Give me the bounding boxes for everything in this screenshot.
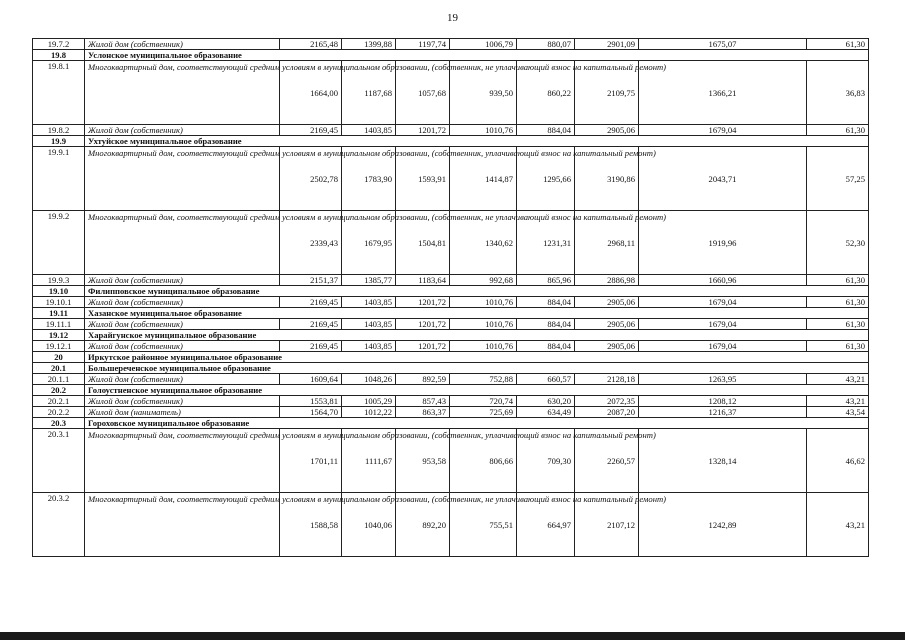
value-cell: 61,30 <box>807 125 869 136</box>
value-cell: 2905,06 <box>575 341 639 352</box>
table-row <box>33 297 869 308</box>
value-cell: 1609,64 <box>280 374 342 385</box>
value-cell: 1242,89 <box>639 493 807 557</box>
value-cell: 1679,04 <box>639 319 807 330</box>
value-cell: 860,22 <box>517 61 575 125</box>
value-cell: 1679,04 <box>639 297 807 308</box>
value-cell: 52,30 <box>807 211 869 275</box>
section-code: 20.1 <box>33 363 85 374</box>
row-description: Жилой дом (наниматель) <box>85 407 280 418</box>
table-row <box>33 493 869 557</box>
value-cell: 2107,12 <box>575 493 639 557</box>
value-cell: 1216,37 <box>639 407 807 418</box>
value-cell: 1403,85 <box>342 319 396 330</box>
row-description: Многоквартирный дом, соответствующий средним условиям в муниципальном образовании, (собственник, не уплачивающий взнос на капитальный ремонт) <box>85 61 280 125</box>
value-cell: 1231,31 <box>517 211 575 275</box>
row-description: Жилой дом (собственник) <box>85 341 280 352</box>
row-code: 20.2.2 <box>33 407 85 418</box>
value-cell: 755,51 <box>450 493 517 557</box>
value-cell: 1504,81 <box>396 211 450 275</box>
value-cell: 1366,21 <box>639 61 807 125</box>
table-body <box>33 39 869 557</box>
value-cell: 2109,75 <box>575 61 639 125</box>
value-cell: 1006,79 <box>450 39 517 50</box>
section-row <box>33 286 869 297</box>
table-row <box>33 429 869 493</box>
section-row <box>33 136 869 147</box>
table-row <box>33 147 869 211</box>
value-cell: 2905,06 <box>575 319 639 330</box>
value-cell: 709,30 <box>517 429 575 493</box>
row-code: 19.10.1 <box>33 297 85 308</box>
section-title: Большереченское муниципальное образование <box>85 363 869 374</box>
value-cell: 1675,07 <box>639 39 807 50</box>
row-description: Многоквартирный дом, соответствующий средним условиям в муниципальном образовании, (собственник, уплачивающий взнос на капитальный ремонт) <box>85 147 280 211</box>
section-code: 20 <box>33 352 85 363</box>
value-cell: 1057,68 <box>396 61 450 125</box>
value-cell: 863,37 <box>396 407 450 418</box>
value-cell: 61,30 <box>807 297 869 308</box>
value-cell: 1201,72 <box>396 319 450 330</box>
value-cell: 2502,78 <box>280 147 342 211</box>
section-row <box>33 385 869 396</box>
value-cell: 46,62 <box>807 429 869 493</box>
value-cell: 725,69 <box>450 407 517 418</box>
table-row <box>33 61 869 125</box>
table-row <box>33 374 869 385</box>
value-cell: 2905,06 <box>575 297 639 308</box>
value-cell: 1679,95 <box>342 211 396 275</box>
value-cell: 1664,00 <box>280 61 342 125</box>
row-code: 19.11.1 <box>33 319 85 330</box>
section-title: Ухтуйское муниципальное образование <box>85 136 869 147</box>
value-cell: 1187,68 <box>342 61 396 125</box>
value-cell: 884,04 <box>517 341 575 352</box>
section-code: 20.2 <box>33 385 85 396</box>
value-cell: 1385,77 <box>342 275 396 286</box>
table-row <box>33 319 869 330</box>
row-description: Многоквартирный дом, соответствующий средним условиям в муниципальном образовании, (собственник, не уплачивающий взнос на капитальный ремонт) <box>85 211 280 275</box>
value-cell: 57,25 <box>807 147 869 211</box>
value-cell: 884,04 <box>517 297 575 308</box>
value-cell: 2339,43 <box>280 211 342 275</box>
value-cell: 1295,66 <box>517 147 575 211</box>
value-cell: 880,07 <box>517 39 575 50</box>
value-cell: 857,43 <box>396 396 450 407</box>
row-code: 19.9.3 <box>33 275 85 286</box>
value-cell: 1010,76 <box>450 319 517 330</box>
value-cell: 2169,45 <box>280 297 342 308</box>
value-cell: 1679,04 <box>639 341 807 352</box>
value-cell: 2169,45 <box>280 125 342 136</box>
value-cell: 61,30 <box>807 275 869 286</box>
value-cell: 752,88 <box>450 374 517 385</box>
value-cell: 1263,95 <box>639 374 807 385</box>
row-description: Жилой дом (собственник) <box>85 275 280 286</box>
section-row <box>33 352 869 363</box>
value-cell: 1399,88 <box>342 39 396 50</box>
value-cell: 2169,45 <box>280 319 342 330</box>
value-cell: 2905,06 <box>575 125 639 136</box>
value-cell: 1111,67 <box>342 429 396 493</box>
value-cell: 43,21 <box>807 493 869 557</box>
value-cell: 2043,71 <box>639 147 807 211</box>
tariff-table <box>32 38 869 557</box>
row-code: 19.8.2 <box>33 125 85 136</box>
value-cell: 2151,37 <box>280 275 342 286</box>
section-row <box>33 418 869 429</box>
page-number: 19 <box>447 12 458 24</box>
value-cell: 660,57 <box>517 374 575 385</box>
value-cell: 1553,81 <box>280 396 342 407</box>
value-cell: 1403,85 <box>342 341 396 352</box>
value-cell: 1414,87 <box>450 147 517 211</box>
value-cell: 2128,18 <box>575 374 639 385</box>
row-code: 20.3.2 <box>33 493 85 557</box>
value-cell: 1010,76 <box>450 297 517 308</box>
row-code: 19.9.1 <box>33 147 85 211</box>
section-code: 19.9 <box>33 136 85 147</box>
section-row <box>33 308 869 319</box>
section-code: 19.11 <box>33 308 85 319</box>
value-cell: 1208,12 <box>639 396 807 407</box>
value-cell: 61,30 <box>807 319 869 330</box>
value-cell: 892,59 <box>396 374 450 385</box>
value-cell: 43,54 <box>807 407 869 418</box>
value-cell: 1183,64 <box>396 275 450 286</box>
section-title: Иркутское районное муниципальное образование <box>85 352 869 363</box>
section-code: 20.3 <box>33 418 85 429</box>
value-cell: 865,96 <box>517 275 575 286</box>
value-cell: 1701,11 <box>280 429 342 493</box>
value-cell: 1040,06 <box>342 493 396 557</box>
value-cell: 1919,96 <box>639 211 807 275</box>
value-cell: 884,04 <box>517 319 575 330</box>
value-cell: 1783,90 <box>342 147 396 211</box>
value-cell: 1403,85 <box>342 297 396 308</box>
section-title: Хазанское муниципальное образование <box>85 308 869 319</box>
section-row <box>33 363 869 374</box>
value-cell: 892,20 <box>396 493 450 557</box>
value-cell: 43,21 <box>807 396 869 407</box>
section-row <box>33 50 869 61</box>
row-description: Жилой дом (собственник) <box>85 396 280 407</box>
value-cell: 1201,72 <box>396 125 450 136</box>
value-cell: 720,74 <box>450 396 517 407</box>
section-row <box>33 330 869 341</box>
row-description: Жилой дом (собственник) <box>85 125 280 136</box>
table-row <box>33 125 869 136</box>
section-code: 19.10 <box>33 286 85 297</box>
value-cell: 1010,76 <box>450 341 517 352</box>
table-row <box>33 39 869 50</box>
value-cell: 1340,62 <box>450 211 517 275</box>
value-cell: 61,30 <box>807 39 869 50</box>
table-row <box>33 407 869 418</box>
row-description: Жилой дом (собственник) <box>85 297 280 308</box>
value-cell: 1201,72 <box>396 341 450 352</box>
section-title: Филипповское муниципальное образование <box>85 286 869 297</box>
table-row <box>33 396 869 407</box>
row-description: Жилой дом (собственник) <box>85 319 280 330</box>
row-code: 19.7.2 <box>33 39 85 50</box>
row-code: 20.3.1 <box>33 429 85 493</box>
section-title: Голоустненское муниципальное образование <box>85 385 869 396</box>
value-cell: 630,20 <box>517 396 575 407</box>
value-cell: 1679,04 <box>639 125 807 136</box>
table-row <box>33 211 869 275</box>
section-code: 19.12 <box>33 330 85 341</box>
value-cell: 1048,26 <box>342 374 396 385</box>
value-cell: 2169,45 <box>280 341 342 352</box>
value-cell: 2886,98 <box>575 275 639 286</box>
row-description: Жилой дом (собственник) <box>85 374 280 385</box>
section-title: Харайгунское муниципальное образование <box>85 330 869 341</box>
value-cell: 634,49 <box>517 407 575 418</box>
value-cell: 1197,74 <box>396 39 450 50</box>
value-cell: 1660,96 <box>639 275 807 286</box>
value-cell: 884,04 <box>517 125 575 136</box>
row-code: 20.1.1 <box>33 374 85 385</box>
value-cell: 3190,86 <box>575 147 639 211</box>
value-cell: 1201,72 <box>396 297 450 308</box>
row-description: Жилой дом (собственник) <box>85 39 280 50</box>
page-bottom-border <box>0 632 905 640</box>
value-cell: 953,58 <box>396 429 450 493</box>
section-title: Гороховское муниципальное образование <box>85 418 869 429</box>
value-cell: 1010,76 <box>450 125 517 136</box>
row-code: 19.12.1 <box>33 341 85 352</box>
value-cell: 992,68 <box>450 275 517 286</box>
value-cell: 1403,85 <box>342 125 396 136</box>
row-code: 19.8.1 <box>33 61 85 125</box>
row-description: Многоквартирный дом, соответствующий средним условиям в муниципальном образовании, (собственник, уплачивающий взнос на капитальный ремонт) <box>85 429 280 493</box>
value-cell: 2072,35 <box>575 396 639 407</box>
table-row <box>33 275 869 286</box>
value-cell: 1005,29 <box>342 396 396 407</box>
value-cell: 1012,22 <box>342 407 396 418</box>
row-code: 20.2.1 <box>33 396 85 407</box>
value-cell: 1588,58 <box>280 493 342 557</box>
value-cell: 2165,48 <box>280 39 342 50</box>
value-cell: 664,97 <box>517 493 575 557</box>
section-title: Услонское муниципальное образование <box>85 50 869 61</box>
row-description: Многоквартирный дом, соответствующий средним условиям в муниципальном образовании, (собственник, не уплачивающий взнос на капитальный ремонт) <box>85 493 280 557</box>
value-cell: 2087,20 <box>575 407 639 418</box>
value-cell: 2901,09 <box>575 39 639 50</box>
section-code: 19.8 <box>33 50 85 61</box>
value-cell: 43,21 <box>807 374 869 385</box>
value-cell: 806,66 <box>450 429 517 493</box>
value-cell: 2260,57 <box>575 429 639 493</box>
value-cell: 939,50 <box>450 61 517 125</box>
value-cell: 36,83 <box>807 61 869 125</box>
value-cell: 61,30 <box>807 341 869 352</box>
value-cell: 1593,91 <box>396 147 450 211</box>
value-cell: 2968,11 <box>575 211 639 275</box>
value-cell: 1564,70 <box>280 407 342 418</box>
table-row <box>33 341 869 352</box>
row-code: 19.9.2 <box>33 211 85 275</box>
value-cell: 1328,14 <box>639 429 807 493</box>
